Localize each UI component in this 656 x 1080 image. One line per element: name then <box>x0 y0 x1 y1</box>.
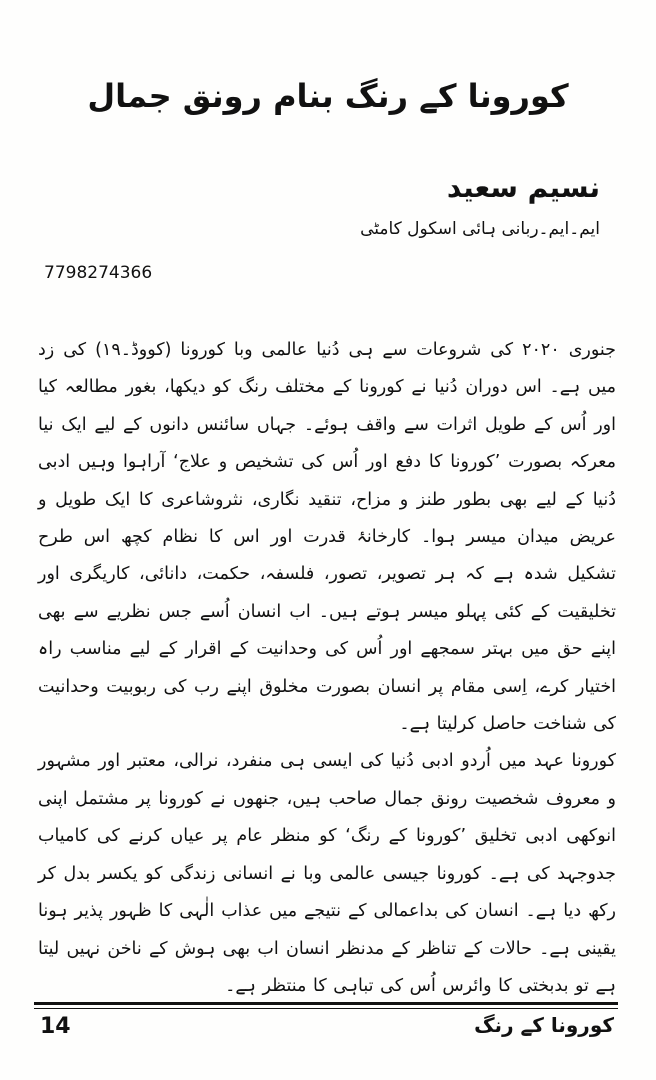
article-body <box>38 332 616 1005</box>
paragraph-1: جنوری ۲۰۲۰ کی شروعات سے ہی دُنیا عالمی وبا کورونا (کووڈ۔۱۹) کی زد میں ہے۔ اس دوران دُنیا نے کورونا کے مختلف رنگ کو دیکھا، بغور مطالعہ کیا اور اُس کے طویل اثرات سے واقف ہوئے۔ جہاں سائنس دانوں کے لیے ایک نیا معرکہ بصورت ’کورونا کا دفع اور اُس کی تشخیص و علاج‘ آراہوا وہیں ادبی دُنیا کے لیے بھی بطور طنز و مزاح، تنقید نگاری، نثروشاعری کا ایک طویل و عریض میدان میسر ہوا۔ کارخانۂ قدرت اور اس کا نظام کچھ اس طرح تشکیل شدہ ہے کہ ہر تصویر، تصور، فلسفہ، حکمت، دانائی، کاریگری اور تخلیقیت کے کئی پہلو میسر ہوتے ہیں۔ اب انسان اُسے جس نظریے سے بھی اپنے حق میں بہتر سمجھے اور اُس کی وحدانیت کے اقرار کے لیے مناسب راہ اختیار کرے، اِسی مقام پر انسان بصورت مخلوق اپنے رب کی ربوبیت وحدانیت کی شناخت حاصل کرلیتا ہے۔ <box>38 340 616 735</box>
running-head: کورونا کے رنگ <box>474 1013 614 1037</box>
author-affiliation: ایم۔ایم۔ربانی ہائی اسکول کامٹی <box>360 219 600 239</box>
author-block <box>100 166 600 244</box>
page-title: کورونا کے رنگ بنام رونق جمال <box>87 77 569 115</box>
footer-divider <box>34 1002 618 1005</box>
page-number: 14 <box>40 1014 71 1039</box>
author-phone: 7798274366 <box>44 263 153 283</box>
author-name: نسیم سعید <box>446 171 600 204</box>
paragraph-2: کورونا عہد میں اُردو ادبی دُنیا کی ایسی ہی منفرد، نرالی، معتبر اور مشہور و معروف شخصیت رونق جمال صاحب ہیں، جنھوں نے کورونا پر مشتمل اپنی انوکھی ادبی تخلیق ’کورونا کے رنگ‘ کو منظر عام پر عیاں کرنے کی کامیاب جدوجہد کی ہے۔ کورونا جیسی عالمی وبا نے انسانی زندگی کو یکسر بدل کر رکھ دیا ہے۔ انسان کی بداعمالی کے نتیجے میں عذاب الٰہی کا ظہور پذیر ہونا یقینی ہے۔ حالات کے تناظر کے مدنظر انسان اب بھی ہوش کے ناخن نہیں لیتا ہے تو بدبختی کا وائرس اُس کی تباہی کا منتظر ہے۔ <box>38 751 616 996</box>
